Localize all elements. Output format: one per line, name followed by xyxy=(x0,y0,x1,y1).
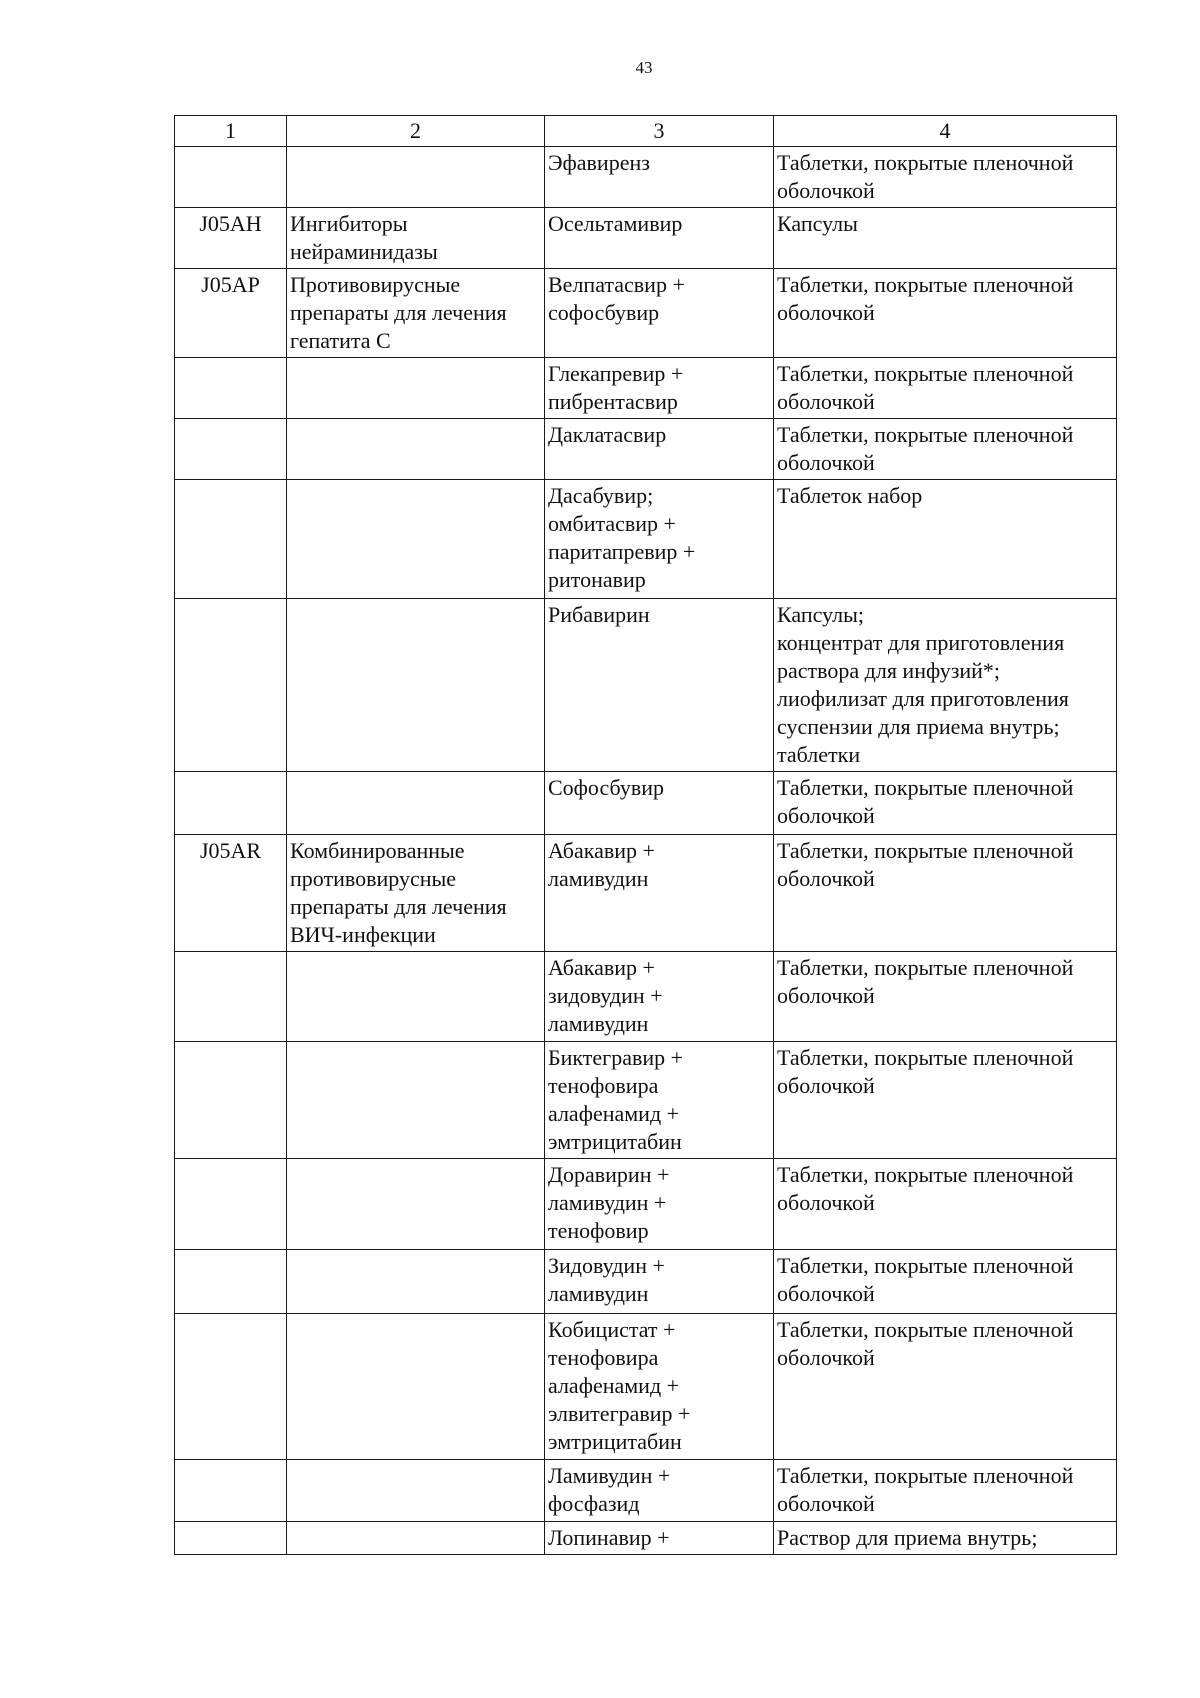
drug-name-line: Лопинавир + xyxy=(548,1525,670,1550)
drug-name-line: ламивудин xyxy=(548,1281,649,1306)
drug-name-cell xyxy=(545,1460,774,1522)
drug-name-line: паритапревир + xyxy=(548,539,696,564)
atc-code-cell xyxy=(175,952,287,1042)
dosage-form-line: раствора для инфузий*; xyxy=(777,658,1001,683)
atc-code-cell xyxy=(175,1159,287,1250)
drug-name-line: Эфавиренз xyxy=(548,150,650,175)
group-name-cell xyxy=(287,480,545,599)
dosage-form-cell xyxy=(774,419,1117,480)
group-name-cell xyxy=(287,1250,545,1314)
drug-name-line: зидовудин + xyxy=(548,983,663,1008)
table-row xyxy=(175,480,1117,599)
page-number: 43 xyxy=(635,58,653,77)
drug-name-line: элвитегравир + xyxy=(548,1401,691,1426)
group-name-cell xyxy=(287,952,545,1042)
dosage-form-cell xyxy=(774,599,1117,772)
dosage-form-line: оболочкой xyxy=(777,178,875,203)
drug-name-line: софосбувир xyxy=(548,300,660,325)
dosage-form-line: Таблетки, покрытые пленочной xyxy=(777,775,1074,800)
drug-name-line: эмтрицитабин xyxy=(548,1129,682,1154)
drug-name-line: эмтрицитабин xyxy=(548,1429,682,1454)
group-name-line: ВИЧ-инфекции xyxy=(290,922,436,947)
drug-name-line: тенофовира xyxy=(548,1345,659,1370)
dosage-form-cell xyxy=(774,269,1117,358)
group-name-line: Противовирусные xyxy=(290,272,461,297)
atc-code-cell xyxy=(175,480,287,599)
group-name-line: нейраминидазы xyxy=(290,239,438,264)
atc-code-cell xyxy=(175,358,287,419)
table-row xyxy=(175,1250,1117,1314)
dosage-form-cell xyxy=(774,1042,1117,1159)
atc-code-cell xyxy=(175,1460,287,1522)
drug-name-line: ламивудин + xyxy=(548,1190,667,1215)
atc-code-cell xyxy=(175,419,287,480)
dosage-form-line: Таблетки, покрытые пленочной xyxy=(777,150,1074,175)
group-name-cell xyxy=(287,835,545,952)
drug-name-cell xyxy=(545,599,774,772)
header-row xyxy=(175,116,1117,147)
dosage-form-line: Капсулы; xyxy=(777,602,865,627)
drug-name-line: Доравирин + xyxy=(548,1162,670,1187)
drug-name-cell xyxy=(545,952,774,1042)
atc-code-cell: J05AH xyxy=(175,208,287,269)
dosage-form-cell xyxy=(774,1460,1117,1522)
drug-name-cell xyxy=(545,1042,774,1159)
atc-code-cell xyxy=(175,1522,287,1555)
dosage-form-line: Таблетки, покрытые пленочной xyxy=(777,1162,1074,1187)
dosage-form-cell xyxy=(774,208,1117,269)
dosage-form-line: оболочкой xyxy=(777,450,875,475)
drug-name-cell xyxy=(545,835,774,952)
dosage-form-line: концентрат для приготовления xyxy=(777,630,1065,655)
dosage-form-line: Таблетки, покрытые пленочной xyxy=(777,1463,1074,1488)
dosage-form-line: Таблетки, покрытые пленочной xyxy=(777,1253,1074,1278)
atc-code-cell: J05AP xyxy=(175,269,287,358)
atc-code-cell xyxy=(175,147,287,208)
drug-name-line: Зидовудин + xyxy=(548,1253,665,1278)
dosage-form-line: Таблеток набор xyxy=(777,483,923,508)
drug-name-line: Биктегравир + xyxy=(548,1045,684,1070)
drug-name-cell xyxy=(545,772,774,835)
atc-code-cell xyxy=(175,772,287,835)
drug-name-cell xyxy=(545,1159,774,1250)
drug-name-line: алафенамид + xyxy=(548,1101,680,1126)
drug-name-line: Рибавирин xyxy=(548,602,650,627)
drug-name-line: алафенамид + xyxy=(548,1373,680,1398)
drug-name-line: Абакавир + xyxy=(548,838,655,863)
drug-name-line: ритонавир xyxy=(548,567,646,592)
drug-name-cell xyxy=(545,1250,774,1314)
dosage-form-line: Таблетки, покрытые пленочной xyxy=(777,361,1074,386)
table-row xyxy=(175,835,1117,952)
dosage-form-cell xyxy=(774,480,1117,599)
group-name-cell xyxy=(287,208,545,269)
table-row xyxy=(175,1522,1117,1555)
dosage-form-line: Таблетки, покрытые пленочной xyxy=(777,1045,1074,1070)
dosage-form-line: Таблетки, покрытые пленочной xyxy=(777,1317,1074,1342)
drug-name-line: ламивудин xyxy=(548,866,649,891)
dosage-form-line: оболочкой xyxy=(777,1491,875,1516)
drug-name-cell xyxy=(545,419,774,480)
drug-name-line: Глекапревир + xyxy=(548,361,684,386)
dosage-form-line: Таблетки, покрытые пленочной xyxy=(777,955,1074,980)
dosage-form-cell xyxy=(774,1522,1117,1555)
drug-name-line: Кобицистат + xyxy=(548,1317,676,1342)
dosage-form-line: Раствор для приема внутрь; xyxy=(777,1525,1038,1550)
dosage-form-cell xyxy=(774,772,1117,835)
table-row xyxy=(175,1314,1117,1460)
group-name-line: гепатита С xyxy=(290,328,391,353)
group-name-cell xyxy=(287,1042,545,1159)
drug-name-cell xyxy=(545,269,774,358)
table-row xyxy=(175,1159,1117,1250)
dosage-form-line: лиофилизат для приготовления xyxy=(777,686,1069,711)
dosage-form-line: оболочкой xyxy=(777,1190,875,1215)
drug-name-line: омбитасвир + xyxy=(548,511,676,536)
table-body xyxy=(175,147,1117,1555)
table-header xyxy=(175,116,1117,147)
group-name-cell xyxy=(287,1522,545,1555)
drug-name-line: Ламивудин + xyxy=(548,1463,671,1488)
dosage-form-cell xyxy=(774,1159,1117,1250)
table-row xyxy=(175,269,1117,358)
dosage-form-line: Таблетки, покрытые пленочной xyxy=(777,272,1074,297)
group-name-line: Комбинированные xyxy=(290,838,465,863)
header-col-2: 2 xyxy=(287,116,545,147)
dosage-form-line: оболочкой xyxy=(777,1073,875,1098)
drug-table xyxy=(174,115,1117,1555)
atc-code-cell xyxy=(175,1250,287,1314)
drug-name-line: фосфазид xyxy=(548,1491,640,1516)
table-row xyxy=(175,772,1117,835)
group-name-cell xyxy=(287,1314,545,1460)
group-name-cell xyxy=(287,147,545,208)
drug-name-cell xyxy=(545,208,774,269)
dosage-form-line: Капсулы xyxy=(777,211,858,236)
drug-name-line: Абакавир + xyxy=(548,955,655,980)
dosage-form-line: оболочкой xyxy=(777,300,875,325)
header-col-3: 3 xyxy=(545,116,774,147)
header-col-1: 1 xyxy=(175,116,287,147)
table-row xyxy=(175,599,1117,772)
atc-code-cell xyxy=(175,1042,287,1159)
group-name-line: препараты для лечения xyxy=(290,894,507,919)
drug-name-line: пибрентасвир xyxy=(548,389,678,414)
dosage-form-line: Таблетки, покрытые пленочной xyxy=(777,422,1074,447)
drug-name-cell xyxy=(545,358,774,419)
dosage-form-line: таблетки xyxy=(777,742,861,767)
drug-name-cell xyxy=(545,480,774,599)
drug-name-line: Осельтамивир xyxy=(548,211,683,236)
group-name-cell xyxy=(287,419,545,480)
group-name-line: препараты для лечения xyxy=(290,300,507,325)
group-name-cell xyxy=(287,1159,545,1250)
group-name-line: противовирусные xyxy=(290,866,457,891)
drug-name-line: тенофовир xyxy=(548,1218,649,1243)
atc-code-cell: J05AR xyxy=(175,835,287,952)
dosage-form-line: оболочкой xyxy=(777,1345,875,1370)
group-name-cell xyxy=(287,772,545,835)
dosage-form-cell xyxy=(774,1250,1117,1314)
table-row xyxy=(175,419,1117,480)
dosage-form-line: оболочкой xyxy=(777,866,875,891)
group-name-cell xyxy=(287,358,545,419)
table-row xyxy=(175,952,1117,1042)
drug-name-line: тенофовира xyxy=(548,1073,659,1098)
drug-name-line: Софосбувир xyxy=(548,775,665,800)
dosage-form-line: оболочкой xyxy=(777,1281,875,1306)
drug-name-line: Велпатасвир + xyxy=(548,272,685,297)
drug-name-cell xyxy=(545,1314,774,1460)
atc-code-cell xyxy=(175,1314,287,1460)
group-name-line: Ингибиторы xyxy=(290,211,408,236)
dosage-form-cell xyxy=(774,147,1117,208)
dosage-form-line: Таблетки, покрытые пленочной xyxy=(777,838,1074,863)
table-row xyxy=(175,358,1117,419)
dosage-form-line: оболочкой xyxy=(777,389,875,414)
drug-name-line: Дасабувир; xyxy=(548,483,654,508)
dosage-form-cell xyxy=(774,835,1117,952)
dosage-form-cell xyxy=(774,358,1117,419)
table-row xyxy=(175,208,1117,269)
drug-name-cell xyxy=(545,147,774,208)
group-name-cell xyxy=(287,599,545,772)
atc-code-cell xyxy=(175,599,287,772)
group-name-cell xyxy=(287,269,545,358)
dosage-form-line: оболочкой xyxy=(777,983,875,1008)
drug-name-line: Даклатасвир xyxy=(548,422,667,447)
dosage-form-cell xyxy=(774,952,1117,1042)
table-row xyxy=(175,1042,1117,1159)
header-col-4: 4 xyxy=(774,116,1117,147)
drug-name-line: ламивудин xyxy=(548,1011,649,1036)
group-name-cell xyxy=(287,1460,545,1522)
dosage-form-cell xyxy=(774,1314,1117,1460)
table-row xyxy=(175,147,1117,208)
dosage-form-line: оболочкой xyxy=(777,803,875,828)
table-row xyxy=(175,1460,1117,1522)
dosage-form-line: суспензии для приема внутрь; xyxy=(777,714,1060,739)
drug-name-cell xyxy=(545,1522,774,1555)
